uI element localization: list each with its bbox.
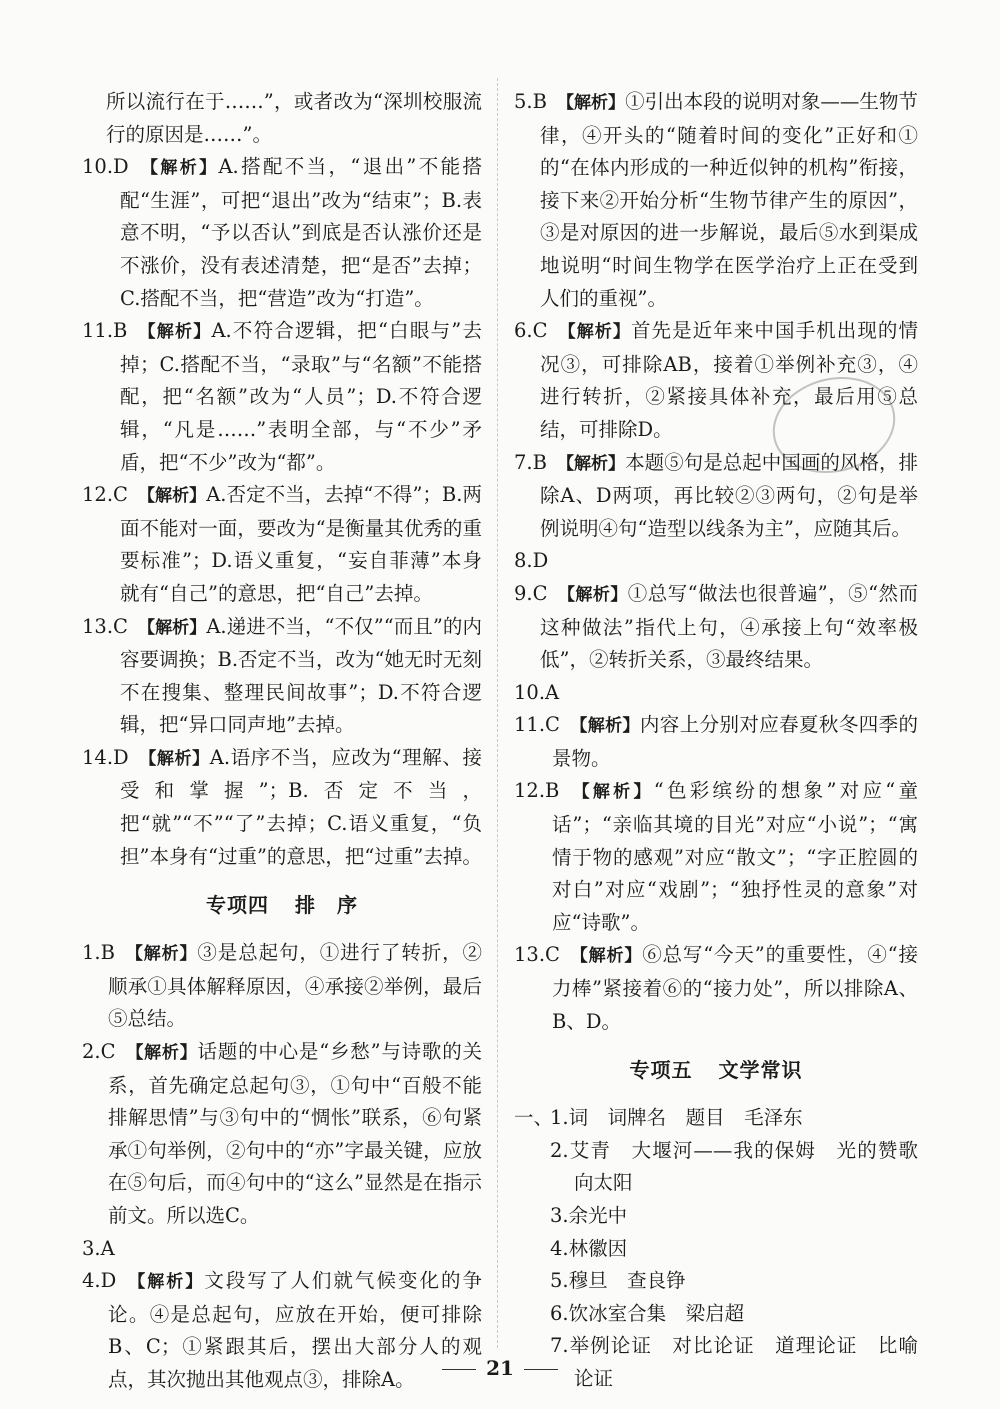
answer-text: 内容上分别对应春夏秋冬四季的景物。 (552, 713, 918, 770)
answer-number: 4.D (82, 1269, 117, 1293)
answer-text: A.语序不当，应改为“理解、接受和掌握”；B.否定不当，把“就”“不”“了”去掉；C.语义重复，“负担”本身有“过重”的意思，把“过重”去掉。 (120, 745, 483, 868)
answer-item (82, 742, 482, 873)
answer-text: ①引出本段的说明对象——生物节律，④开头的“随着时间的变化”正好和①的“在体内形成的一种近似钟的机构”衔接，接下来②开始分析“生物节律产生的原因”，③是对原因的进一步解说，最后⑤水到渠成地说明“时间生物学在医学治疗上正在受到人们的重视”。 (540, 90, 918, 310)
answer-text: A.递进不当，“不仅”“而且”的内容要调换；B.否定不当，改为“她无时无刻不在搜集、整理民间故事”；D.不符合逻辑，把“异口同声地”去掉。 (120, 614, 482, 737)
list-item (514, 1135, 938, 1200)
answer-text: ⑥总写“今天”的重要性，④“接力棒”紧接着⑥的“接力处”，所以排除A、B、D。 (552, 943, 918, 1033)
answer-text: 本题⑤句是总起中国画的风格，排除A、D两项，再比较②③两句，②句是举例说明④句“造型以线条为主”，应随其后。 (540, 450, 918, 540)
answer-text: 话题的中心是“乡愁”与诗歌的关系，首先确定总起句③，①句中“百般不能排解思情”与③句中的“惆怅”联系，⑥句紧承①句举例，②句中的“亦”字最关键，应放在⑤句后，而④句中的“这么”显然是在指示前文。所以选C。 (108, 1040, 482, 1227)
answer-text: ③是总起句，①进行了转折，②顺承①具体解释原因，④承接②举例，最后⑤总结。 (108, 941, 482, 1031)
answer-item (514, 86, 918, 315)
answer-item (514, 447, 918, 546)
answer-item (514, 939, 918, 1038)
analysis-tag: 【解析】 (556, 453, 626, 474)
item-number: 1. (550, 1106, 569, 1130)
answer-item (82, 315, 482, 479)
page-number: 21 (486, 1356, 514, 1380)
item-text: 词 词牌名 题目 毛泽东 (568, 1106, 803, 1130)
item-number: 6. (550, 1301, 569, 1325)
analysis-tag: 【解析】 (138, 158, 219, 179)
answer-item (82, 151, 482, 315)
page-footer (0, 1356, 1000, 1380)
list-item (514, 1102, 918, 1135)
analysis-tag: 【解析】 (557, 584, 628, 605)
answer-number: 1.B (82, 941, 115, 965)
answer-text: 首先是近年来中国手机出现的情况③，可排除AB，接着①举例补充③，④进行转折，②紧接具体补充，最后用⑤总结，可排除D。 (540, 319, 918, 441)
column-divider (497, 78, 498, 1348)
list-group-marker: 一、 (514, 1106, 554, 1130)
answer-number: 5.B (514, 90, 547, 113)
answer-text: A.否定不当，去掉“不得”；B.两面不能对一面，要改为“是衡量其优秀的重要标准”；D.语义重复，“妄自菲薄”本身就有“自己”的意思，把“自己”去掉。 (120, 483, 483, 605)
analysis-tag: 【解析】 (569, 716, 640, 737)
answer-text: 文段写了人们就气候变化的争论。④是总起句，应放在开始，便可排除B、C；①紧跟其后，摆出大部分人的观点，其次抛出其他观点③，排除A。 (108, 1269, 482, 1391)
answer-number: 8.D (514, 549, 549, 573)
left-column (82, 86, 482, 1397)
section-name: 排 序 (295, 893, 358, 918)
answer-item (514, 677, 918, 710)
analysis-tag: 【解析】 (124, 944, 198, 965)
answer-item (82, 611, 482, 742)
answer-number: 3.A (82, 1236, 115, 1260)
answer-text: ①总写“做法也很普遍”，⑤“然而这种做法”指代上句，④承接上句“效率极低”，②转折关系，③最终结果。 (540, 581, 918, 672)
answer-number: 11.C (514, 713, 560, 737)
answer-number: 6.C (514, 319, 548, 343)
analysis-tag: 【解析】 (556, 93, 626, 113)
answer-number: 9.C (514, 581, 548, 605)
answer-item (514, 315, 918, 446)
analysis-tag: 【解析】 (557, 322, 631, 343)
answer-item (514, 578, 918, 677)
analysis-tag: 【解析】 (126, 1272, 205, 1293)
answer-text: 所以流行在于……”，或者改为“深圳校服流行的原因是……”。 (106, 90, 482, 146)
list-item (514, 1233, 918, 1266)
section-title (514, 1038, 918, 1102)
item-number: 3. (550, 1204, 569, 1227)
item-text: 举例论证 对比论证 道理论证 比喻论证 (568, 1334, 918, 1390)
analysis-tag: 【解析】 (569, 782, 654, 803)
answer-number: 10.D (82, 155, 129, 179)
answer-item (514, 709, 918, 775)
answer-item (82, 937, 482, 1036)
item-number: 5. (550, 1269, 569, 1293)
item-text: 艾青 大堰河——我的保姆 光的赞歌 向太阳 (568, 1138, 938, 1195)
footer-dash-left (442, 1369, 476, 1370)
answer-number: 10.A (514, 680, 560, 704)
analysis-tag: 【解析】 (137, 617, 207, 638)
list-item (514, 1265, 918, 1298)
item-number: 2. (550, 1138, 569, 1162)
section-number: 专项四 (206, 893, 269, 918)
answer-number: 12.C (82, 483, 128, 507)
list-item (514, 1200, 918, 1233)
analysis-tag: 【解析】 (125, 1043, 198, 1064)
list-item (514, 1298, 918, 1331)
answer-number: 12.B (514, 779, 560, 803)
answer-item (514, 545, 918, 578)
answer-item (82, 1036, 482, 1233)
answer-text: A.不符合逻辑，把“白眼与”去掉；C.搭配不当，“录取”与“名额”不能搭配，把“名额”改为“人员”；D.不符合逻辑，“凡是……”表明全部，与“不少”矛盾，把“不少”改为“都”。 (120, 319, 482, 474)
continued-paragraph (82, 86, 482, 151)
analysis-tag: 【解析】 (137, 486, 207, 507)
item-text: 林徽因 (568, 1236, 628, 1260)
section-name: 文学常识 (718, 1058, 803, 1083)
section-number: 专项五 (629, 1058, 693, 1083)
analysis-tag: 【解析】 (137, 322, 212, 343)
footer-dash-right (524, 1369, 558, 1370)
item-number: 4. (550, 1236, 569, 1260)
right-column (514, 86, 938, 1396)
answer-number: 2.C (82, 1040, 116, 1064)
answer-number: 13.C (514, 943, 560, 967)
answer-number: 14.D (82, 745, 129, 769)
item-text: 余光中 (568, 1204, 628, 1227)
answer-number: 13.C (82, 614, 128, 638)
item-text: 穆旦 查良铮 (568, 1269, 686, 1293)
answer-item (82, 1233, 482, 1266)
answer-item (514, 775, 918, 939)
answer-item (82, 479, 482, 610)
answer-number: 11.B (82, 319, 128, 343)
answer-text: “色彩缤纷的想象”对应“童话”；“亲临其境的目光”对应“小说”；“寓情于物的感观”对应“散文”；“字正腔圆的对白”对应“戏剧”；“独抒性灵的意象”对应“诗歌”。 (552, 779, 918, 934)
item-text: 饮冰室合集 梁启超 (568, 1301, 745, 1325)
analysis-tag: 【解析】 (569, 946, 643, 967)
item-number: 7. (550, 1334, 569, 1358)
answer-text: A.搭配不当，“退出”不能搭配“生涯”，可把“退出”改为“结束”；B.表意不明，“予以否认”到底是否认涨价还是不涨价，没有表述清楚，把“是否”去掉；C.搭配不当，把“营造”改为“打造”。 (120, 155, 482, 310)
analysis-tag: 【解析】 (138, 748, 210, 769)
answer-number: 7.B (514, 450, 547, 474)
section-title (82, 873, 482, 937)
